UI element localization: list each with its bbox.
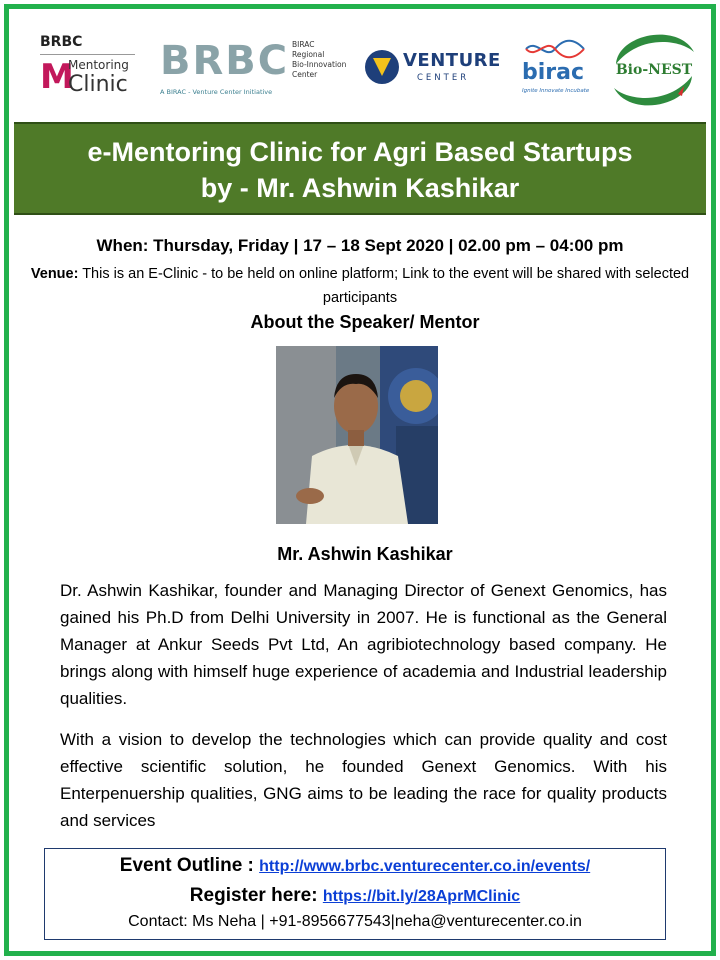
- contact-info: Contact: Ms Neha | +91-8956677543|neha@venturecenter.co.in: [128, 913, 582, 930]
- event-outline-link[interactable]: http://www.brbc.venturecenter.co.in/events/: [259, 858, 591, 875]
- mentoring-clinic-logo-bottom: Clinic: [68, 72, 128, 97]
- mentoring-clinic-logo-top: BRBC: [40, 34, 83, 50]
- venture-center-logo: [365, 46, 500, 94]
- brbc-side-line: BIRAC: [292, 40, 315, 49]
- venture-center-title: VENTURE: [403, 50, 501, 71]
- brbc-logo-subtitle: A BIRAC - Venture Center Initiative: [160, 88, 273, 96]
- mentoring-clinic-logo-m: M: [40, 57, 74, 97]
- event-outline-label: Event Outline :: [119, 855, 260, 876]
- banner-subtitle: by - Mr. Ashwin Kashikar: [200, 173, 520, 203]
- birac-tagline: Ignite Innovate Incubate: [522, 88, 590, 94]
- speaker-photo-image: [276, 346, 438, 524]
- brbc-logo: [160, 38, 347, 102]
- register-label: Register here:: [189, 885, 323, 906]
- logo-strip: [10, 10, 710, 120]
- logo-divider: [40, 54, 135, 55]
- bionest-name: Bio-NEST: [615, 62, 693, 78]
- brbc-side-line: Regional: [292, 50, 325, 59]
- mentoring-clinic-logo-mid: Mentoring: [68, 58, 129, 72]
- speaker-bio-paragraph-2: With a vision to develop the technologies which can provide quality and cost effective scientific solution, he founded Genext Genomics. With his Enterpenuership qualities, GNG aims to be leading the race for quality products and services: [60, 730, 667, 830]
- birac-logo: [518, 38, 598, 102]
- speaker-photo: [276, 346, 438, 524]
- register-row: [45, 885, 665, 907]
- venture-center-subtitle: CENTER: [417, 73, 470, 83]
- venue-text: This is an E-Clinic - to be held on online platform; Link to the event will be shared with selected participants: [78, 266, 690, 306]
- dna-helix-icon: [524, 38, 586, 60]
- birac-name: birac: [522, 60, 585, 85]
- speaker-name: Mr. Ashwin Kashikar: [277, 544, 453, 564]
- title-banner: [14, 122, 706, 215]
- mentoring-clinic-logo: [40, 32, 136, 104]
- event-venue: [20, 262, 700, 310]
- bionest-logo: [608, 24, 700, 116]
- event-when: When: Thursday, Friday | 17 – 18 Sept 2020 | 02.00 pm – 04:00 pm: [96, 236, 624, 255]
- about-heading: About the Speaker/ Mentor: [250, 312, 480, 332]
- event-info-box: [44, 848, 666, 940]
- brbc-side-line: Bio-Innovation: [292, 60, 347, 69]
- venue-label: Venue:: [30, 266, 79, 282]
- brbc-side-line: Center: [292, 70, 318, 79]
- register-link[interactable]: https://bit.ly/28AprMClinic: [322, 888, 521, 905]
- speaker-bio-paragraph-1: Dr. Ashwin Kashikar, founder and Managing Director of Genext Genomics, has gained his Ph.D from Delhi University in 2007. He is functional as the General Manager at Ankur Seeds Pvt Ltd, An agribiotechnology based company. He brings along with himself huge experience of academia and Industrial leadership qualities.: [60, 581, 667, 708]
- brbc-logo-side: [292, 40, 362, 80]
- brbc-logo-name: BRBC: [160, 38, 290, 84]
- venture-center-triangle-icon: [373, 58, 391, 76]
- event-outline-row: [45, 855, 665, 877]
- banner-title: e-Mentoring Clinic for Agri Based Startups: [87, 137, 633, 167]
